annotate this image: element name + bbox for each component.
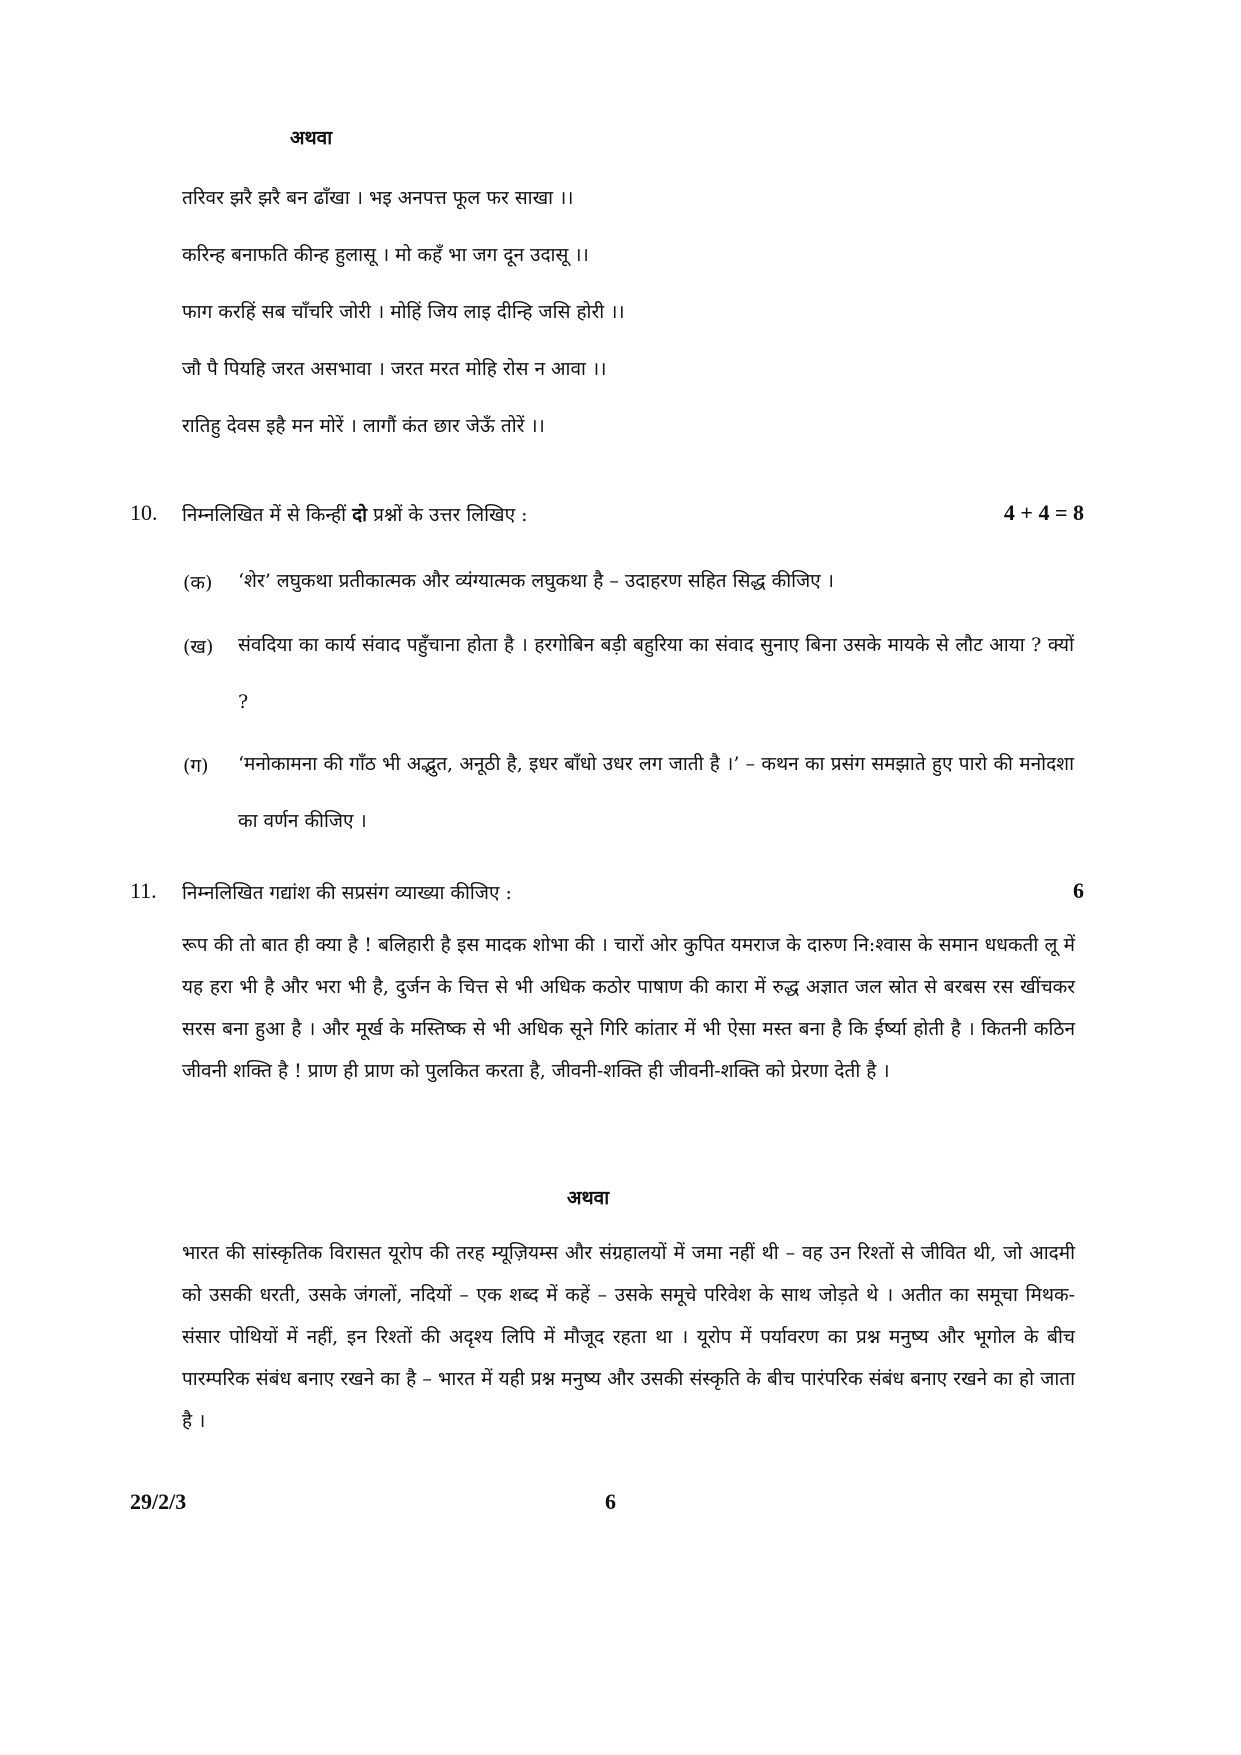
question-10-number: 10. xyxy=(130,500,158,525)
question-10-text-bold: दो xyxy=(352,504,368,526)
question-10-text xyxy=(182,501,528,527)
question-10-text-before: निम्नलिखित में से किन्हीं xyxy=(182,504,353,526)
poem-or-heading: अथवा xyxy=(290,127,333,149)
poem-line-1: तरिवर झरै झरै बन ढाँखा । भइ अनपत्त फूल फर साखा ।। xyxy=(182,187,574,209)
question-10-part-text: संवदिया का कार्य संवाद पहुँचाना होता है । हरगोबिन बड़ी बहुरिया का संवाद सुनाए बिना उसके मायके से लौट आया ? क्यों ? xyxy=(238,634,1074,713)
poem-line-4: जौ पै पियहि जरत असभावा । जरत मरत मोहि रोस न आवा ।। xyxy=(182,358,607,380)
question-10-marks: 4 + 4 = 8 xyxy=(1003,500,1084,525)
question-10-part-text: ‘शेर’ लघुकथा प्रतीकात्मक और व्यंग्यात्मक लघुकथा है – उदाहरण सहित सिद्ध कीजिए । xyxy=(238,570,834,592)
poem-line-2: करिन्ह बनाफति कीन्ह हुलासू । मो कहँ भा जग दून उदासू ।। xyxy=(182,244,589,266)
question-10-part-text: ‘मनोकामना की गाँठ भी अद्भुत, अनूठी है, इधर बाँधो उधर लग जाती है ।’ – कथन का प्रसंग समझाते हुए पारो की मनोदशा का वर्णन कीजिए । xyxy=(238,753,1074,832)
question-11-text: निम्नलिखित गद्यांश की सप्रसंग व्याख्या कीजिए : xyxy=(182,882,512,904)
question-10-part-label: (ग) xyxy=(183,755,209,777)
question-11-number: 11. xyxy=(130,878,157,903)
paper-code: 29/2/3 xyxy=(130,1489,187,1514)
question-10-text-after: प्रश्नों के उत्तर लिखिए : xyxy=(367,504,528,526)
question-11-passage-1: रूप की तो बात ही क्या है ! बलिहारी है इस मादक शोभा की । चारों ओर कुपित यमराज के दारुण नि:श्वास के समान धधकती लू में यह हरा भी है और भरा भी है, दुर्जन के चित्त से भी अधिक कठोर पाषाण की कारा में रुद्ध अज्ञात जल स्रोत से बरबस रस खींचकर सरस बना हुआ है । और मूर्ख के मस्तिष्क से भी अधिक सूने गिरि कांतार में भी ऐसा मस्त बना है कि ईर्ष्या होती है । कितनी कठिन जीवनी शक्ति है ! प्राण ही प्राण को पुलकित करता है, जीवनी-शक्ति ही जीवनी-शक्ति को प्रेरणा देती है । xyxy=(182,934,1075,1082)
question-10-part-label: (ख) xyxy=(183,636,214,658)
question-10-part-label: (क) xyxy=(183,572,213,594)
question-11-or-heading: अथवा xyxy=(567,1187,610,1209)
question-11-marks: 6 xyxy=(1073,878,1084,903)
page-number: 6 xyxy=(605,1489,616,1514)
poem-line-5: रातिहु देवस इहै मन मोरें । लागौं कंत छार जेऊँ तोरें ।। xyxy=(182,415,545,437)
question-11-passage-2: भारत की सांस्कृतिक विरासत यूरोप की तरह म्यूज़ियम्स और संग्रहालयों में जमा नहीं थी – वह उन रिश्तों से जीवित थी, जो आदमी को उसकी धरती, उसके जंगलों, नदियों – एक शब्द में कहें – उसके समूचे परिवेश के साथ जोड़ते थे । अतीत का समूचा मिथक-संसार पोथियों में नहीं, इन रिश्तों की अदृश्य लिपि में मौजूद रहता था । यूरोप में पर्यावरण का प्रश्न मनुष्य और भूगोल के बीच पारम्परिक संबंध बनाए रखने का है – भारत में यही प्रश्न मनुष्य और उसकी संस्कृति के बीच पारंपरिक संबंध बनाए रखने का हो जाता है । xyxy=(182,1242,1075,1432)
poem-line-3: फाग करहिं सब चाँचरि जोरी । मोहिं जिय लाइ दीन्हि जसि होरी ।। xyxy=(182,301,625,323)
